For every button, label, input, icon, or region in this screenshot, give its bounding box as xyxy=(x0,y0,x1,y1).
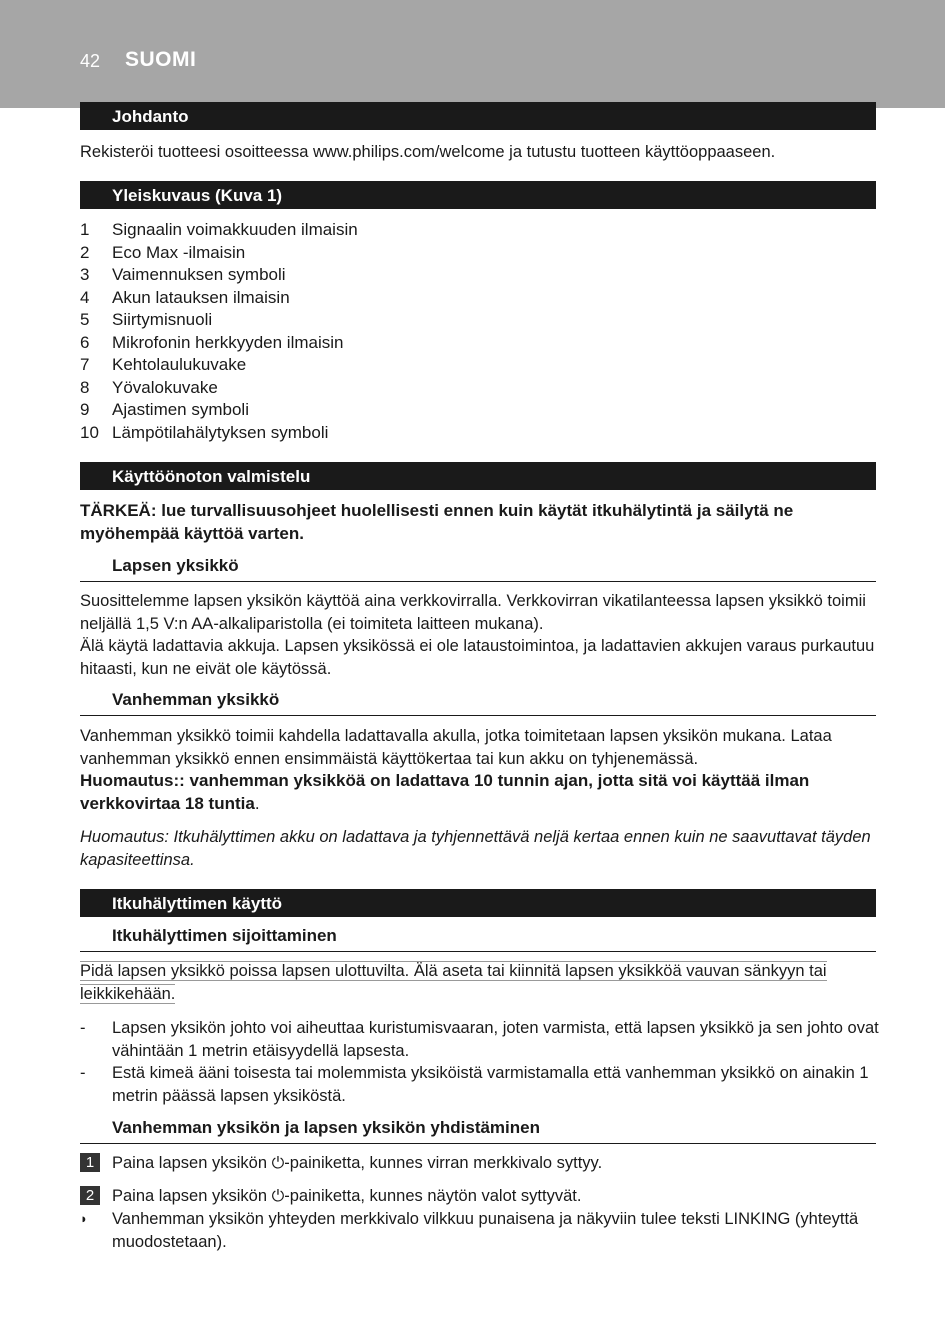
item-label: Akun latauksen ilmaisin xyxy=(112,287,290,307)
list-item xyxy=(80,264,358,287)
item-number: 10 xyxy=(80,422,99,442)
item-number: 5 xyxy=(80,310,90,329)
subsection-placement xyxy=(80,926,876,952)
placement-text: Pidä lapsen yksikkö poissa lapsen ulottuvilta. Älä aseta tai kiinnitä lapsen yksikköä vauvan sänkyyn tai leikkikehään. xyxy=(80,962,827,1003)
subsection-pairing xyxy=(80,1118,876,1144)
item-number: 2 xyxy=(80,242,90,262)
subsection-baby-unit xyxy=(80,556,876,582)
list-item xyxy=(80,377,358,400)
item-number: 9 xyxy=(80,400,90,419)
section-title-preparation: Käyttöönoton valmistelu xyxy=(80,462,876,490)
subsection-title: Lapsen yksikkö xyxy=(112,556,239,575)
item-label: Ajastimen symboli xyxy=(112,400,249,419)
section-title-intro: Johdanto xyxy=(80,102,876,130)
bullet-text: Estä kimeä ääni toisesta tai molemmista yksiköistä varmistamalla että vanhemman yksikkö on ainakin 1 metrin päässä lapsen yksiköstä. xyxy=(112,1064,869,1105)
intro-text: Rekisteröi tuotteesi osoitteessa www.philips.com/welcome ja tutustu tuotteen käyttöoppaaseen. xyxy=(80,143,776,161)
result-text: Vanhemman yksikön yhteyden merkkivalo vilkkuu punaisena ja näkyviin tulee teksti LINKING (yhteyttä muodostetaan). xyxy=(112,1210,859,1251)
subsection-title: Itkuhälyttimen sijoittaminen xyxy=(112,926,337,945)
page-number: 42 xyxy=(80,51,101,71)
step-text-a: Paina lapsen yksikön xyxy=(112,1187,272,1205)
baby-unit-paragraph-1: Suosittelemme lapsen yksikön käyttöä aina verkkovirralla. Verkkovirran vikatilanteessa lapsen yksikkö toimii neljällä 1,5 V:n AA-alkaliparistolla (ei toimiteta laitteen mukana). xyxy=(80,592,866,633)
list-item xyxy=(80,242,358,265)
parent-unit-paragraph: Vanhemman yksikkö toimii kahdella ladattavalla akulla, jotka toimitetaan lapsen yksikön mukana. Lataa vanhemman yksikkö ennen ensimmäistä käyttökertaa tai kun akku on tyhjenemässä. xyxy=(80,727,832,768)
item-number: 6 xyxy=(80,332,90,352)
item-label: Yövalokuvake xyxy=(112,377,218,397)
step-text-b: -painiketta, kunnes virran merkkivalo syttyy. xyxy=(284,1154,603,1172)
list-item xyxy=(80,309,358,332)
result-arrow-icon: ◗ xyxy=(80,1211,88,1226)
power-icon: ⏻ xyxy=(271,1188,285,1205)
item-label: Lämpötilahälytyksen symboli xyxy=(112,422,329,442)
section-title-usage: Itkuhälyttimen käyttö xyxy=(80,889,876,917)
battery-note: Huomautus: Itkuhälyttimen akku on ladattava ja tyhjennettävä neljä kertaa ennen kuin ne saavuttavat täyden kapasiteettinsa. xyxy=(80,828,871,869)
list-item xyxy=(80,422,358,445)
charge-note-end: . xyxy=(254,793,260,813)
overview-list xyxy=(80,219,358,444)
step-number: 2 xyxy=(80,1186,100,1205)
item-number: 4 xyxy=(80,287,90,307)
item-label: Eco Max -ilmaisin xyxy=(112,242,246,262)
item-label: Kehtolaulukuvake xyxy=(112,355,247,374)
subsection-parent-unit xyxy=(80,690,876,716)
list-item xyxy=(80,287,358,310)
step-text-a: Paina lapsen yksikön xyxy=(112,1154,272,1172)
bullet-text: Lapsen yksikön johto voi aiheuttaa kuristumisvaaran, joten varmista, että lapsen yksikkö ja sen johto ovat vähintään 1 metrin etäisyydellä lapsesta. xyxy=(112,1019,879,1060)
list-item xyxy=(80,1062,880,1107)
step-text-b: -painiketta, kunnes näytön valot syttyvät. xyxy=(284,1187,582,1205)
item-number: 3 xyxy=(80,265,90,284)
list-item xyxy=(80,399,358,422)
subsection-title: Vanhemman yksikkö xyxy=(112,690,280,709)
item-label: Mikrofonin herkkyyden ilmaisin xyxy=(112,332,344,352)
placement-paragraph xyxy=(80,960,876,1005)
charge-note-bold: Huomautus:: vanhemman yksikköä on ladattava 10 tunnin ajan, jotta sitä voi käyttää ilman verkkovirtaa 18 tuntia xyxy=(80,771,810,813)
language-label: SUOMI xyxy=(125,48,197,71)
step-number: 1 xyxy=(80,1153,100,1172)
parent-unit-charge-note xyxy=(80,770,880,815)
step-2 xyxy=(80,1185,880,1209)
item-label: Signaalin voimakkuuden ilmaisin xyxy=(112,220,358,239)
list-item xyxy=(80,1017,880,1062)
bullet-mark: - xyxy=(80,1064,86,1082)
item-number: 7 xyxy=(80,355,90,374)
page-header xyxy=(0,0,945,108)
step-text xyxy=(112,1152,602,1176)
baby-unit-paragraph-2: Älä käytä ladattavia akkuja. Lapsen yksikössä ei ole lataustoimintoa, ja ladattavien akkujen varaus purkautuu hitaasti, kun ne eivät ole käytössä. xyxy=(80,637,875,678)
item-number: 8 xyxy=(80,377,90,397)
item-number: 1 xyxy=(80,220,90,239)
step-1 xyxy=(80,1152,880,1176)
step-result xyxy=(80,1208,880,1253)
important-notice: TÄRKEÄ: lue turvallisuusohjeet huolellisesti ennen kuin käytät itkuhälytintä ja säilytä ne myöhempää käyttöä varten. xyxy=(80,501,794,543)
power-icon: ⏻ xyxy=(271,1155,285,1172)
section-title-overview: Yleiskuvaus (Kuva 1) xyxy=(80,181,876,209)
list-item xyxy=(80,219,358,242)
step-text xyxy=(112,1185,581,1209)
item-label: Vaimennuksen symboli xyxy=(112,265,286,284)
subsection-title: Vanhemman yksikön ja lapsen yksikön yhdistäminen xyxy=(112,1118,540,1137)
list-item xyxy=(80,354,358,377)
list-item xyxy=(80,332,358,355)
bullet-mark: - xyxy=(80,1019,86,1037)
item-label: Siirtymisnuoli xyxy=(112,310,213,329)
